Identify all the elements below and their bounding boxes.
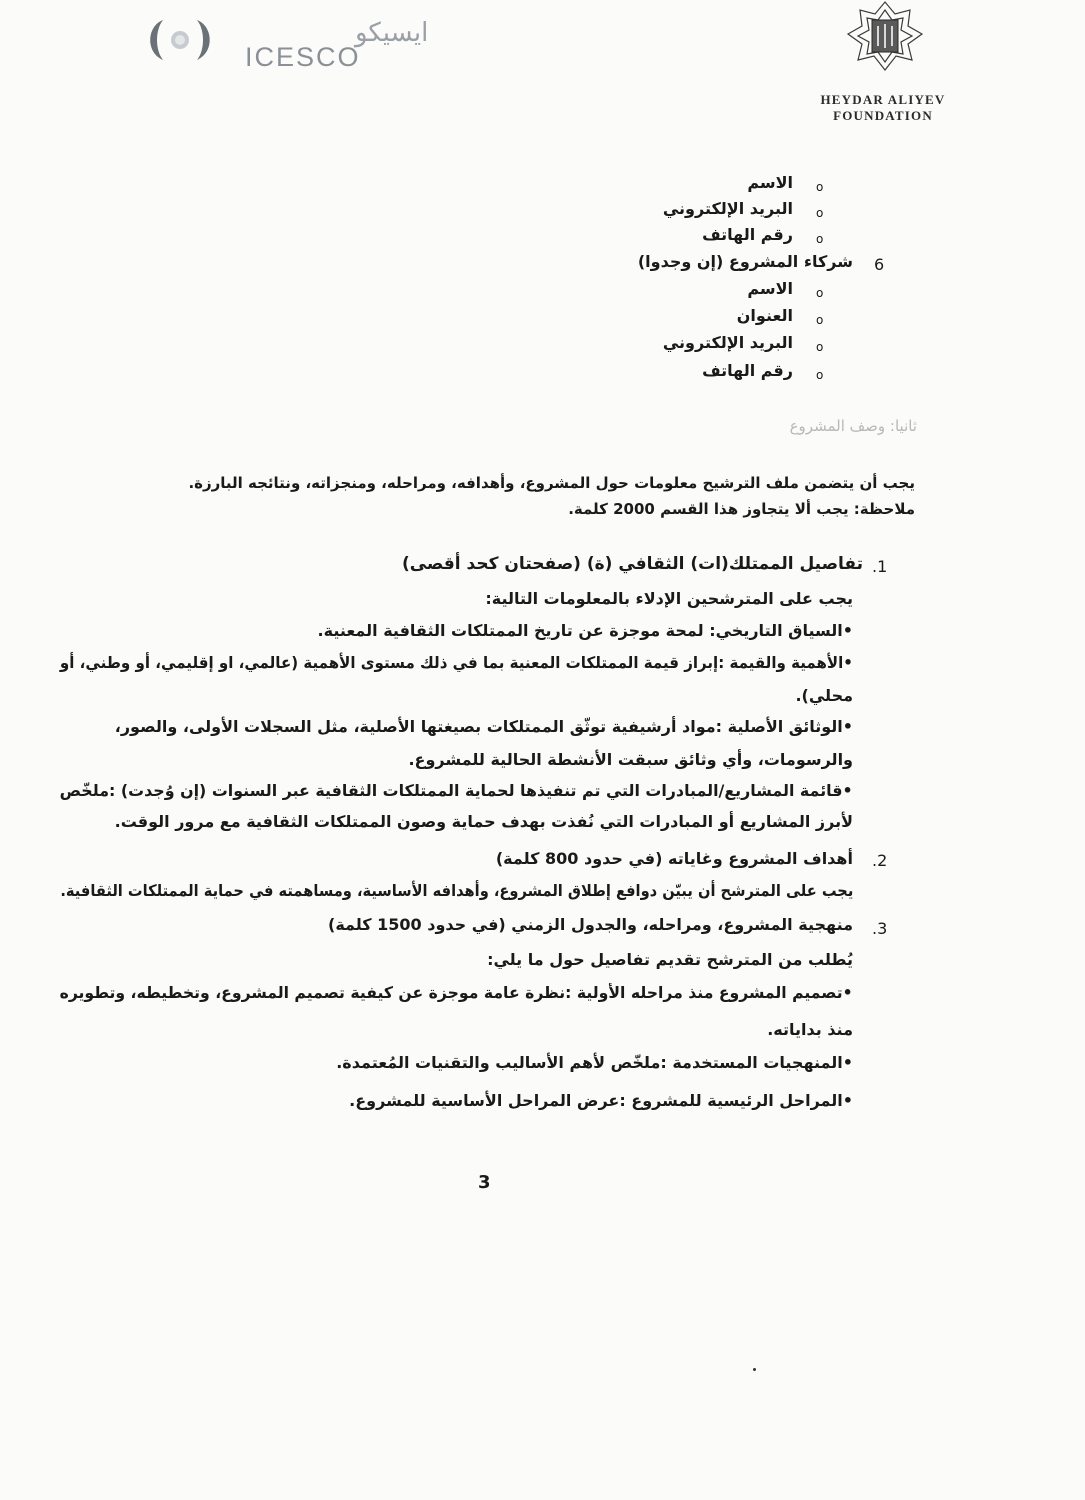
contact-email-label: البريد الإلكتروني <box>662 199 793 218</box>
heydar-name-line1: HEYDAR ALIYEV <box>820 92 946 107</box>
partner-phone-label: رقم الهاتف <box>702 361 793 380</box>
item-1-bullet-documents: •الوثائق الأصلية :مواد أرشيفية توثّق الممتلكات بصيغتها الأصلية، مثل السجلات الأولى، والصور، <box>114 717 853 736</box>
icesco-english-name: ICESCO <box>245 42 361 72</box>
item-3-bullet-design: •تصميم المشروع منذ مراحله الأولية :نظرة عامة موجزة عن كيفية تصميم المشروع، وتخطيطه، وتطويره <box>60 983 853 1002</box>
item-2-number: 2. <box>872 851 888 870</box>
item-1-bullet-significance: •الأهمية والقيمة :إبراز قيمة الممتلكات المعنية بما في ذلك مستوى الأهمية (عالمي، او إقليمي، أو وطني، أو <box>60 653 853 672</box>
bullet-marker: o <box>816 368 824 382</box>
contact-name-label: الاسم <box>747 173 793 192</box>
section-heading: ثانيا: وصف المشروع <box>789 417 917 435</box>
bullet-marker: o <box>816 340 824 354</box>
icesco-arabic-name: ايسيكو <box>355 18 429 48</box>
contact-phone-label: رقم الهاتف <box>702 225 793 244</box>
bullet-marker: o <box>816 180 824 194</box>
item-1-bullet-projects-cont: لأبرز المشاريع أو المبادرات التي نُفذت بهدف حماية وصون الممتلكات الثقافية مع مرور الوقت. <box>114 812 853 831</box>
item-3-bullet-methods: •المنهجيات المستخدمة :ملخّص لأهم الأساليب والتقنيات المُعتمدة. <box>336 1053 853 1072</box>
item-3-lead: يُطلب من المترشح تقديم تفاصيل حول ما يلي: <box>487 950 853 969</box>
item-1-number: 1. <box>872 557 888 576</box>
speck-mark <box>753 1368 756 1371</box>
bullet-marker: o <box>816 232 824 246</box>
item-1-bullet-history: •السياق التاريخي: لمحة موجزة عن تاريخ الممتلكات الثقافية المعنية. <box>317 621 853 640</box>
bullet-marker: o <box>816 313 824 327</box>
page-number: 3 <box>478 1172 491 1193</box>
item-2-title: أهداف المشروع وغاياته (في حدود 800 كلمة) <box>495 849 853 868</box>
item-6-number: 6 <box>874 255 885 274</box>
partner-name-label: الاسم <box>747 279 793 298</box>
item-2-lead: يجب على المترشح أن يبيّن دوافع إطلاق المشروع، وأهدافه الأساسية، ومساهمته في حماية الممتلكات الثقافية. <box>60 881 853 900</box>
item-1-bullet-documents-cont: والرسومات، وأي وثائق سبقت الأنشطة الحالية للمشروع. <box>408 750 853 769</box>
item-1-bullet-significance-cont: محلي). <box>795 686 853 705</box>
item-1-lead: يجب على المترشحين الإدلاء بالمعلومات التالية: <box>485 589 853 608</box>
item-1-bullet-projects: •قائمة المشاريع/المبادرات التي تم تنفيذها لحماية الممتلكات الثقافية عبر السنوات (إن وُجدت) :ملخّص <box>60 781 853 800</box>
item-3-bullet-phases: •المراحل الرئيسية للمشروع :عرض المراحل الأساسية للمشروع. <box>349 1091 853 1110</box>
item-3-number: 3. <box>872 919 888 938</box>
partner-email-label: البريد الإلكتروني <box>662 333 793 352</box>
item-3-title: منهجية المشروع، ومراحله، والجدول الزمني (في حدود 1500 كلمة) <box>328 915 853 934</box>
bullet-marker: o <box>816 286 824 300</box>
heydar-name-line2: FOUNDATION <box>833 108 933 123</box>
section-note: ملاحظة: يجب ألا يتجاوز هذا القسم 2000 كلمة. <box>568 500 915 518</box>
item-1-title: تفاصيل الممتلك(ات) الثقافي (ة) (صفحتان كحد أقصى) <box>401 554 863 574</box>
partner-address-label: العنوان <box>736 306 793 325</box>
bullet-marker: o <box>816 206 824 220</box>
section-intro: يجب أن يتضمن ملف الترشيح معلومات حول المشروع، وأهدافه، ومراحله، ومنجزاته، ونتائجه البارزة. <box>188 474 915 492</box>
project-partners-label: شركاء المشروع (إن وجدوا) <box>637 252 853 271</box>
item-3-bullet-design-cont: منذ بداياته. <box>767 1020 853 1039</box>
